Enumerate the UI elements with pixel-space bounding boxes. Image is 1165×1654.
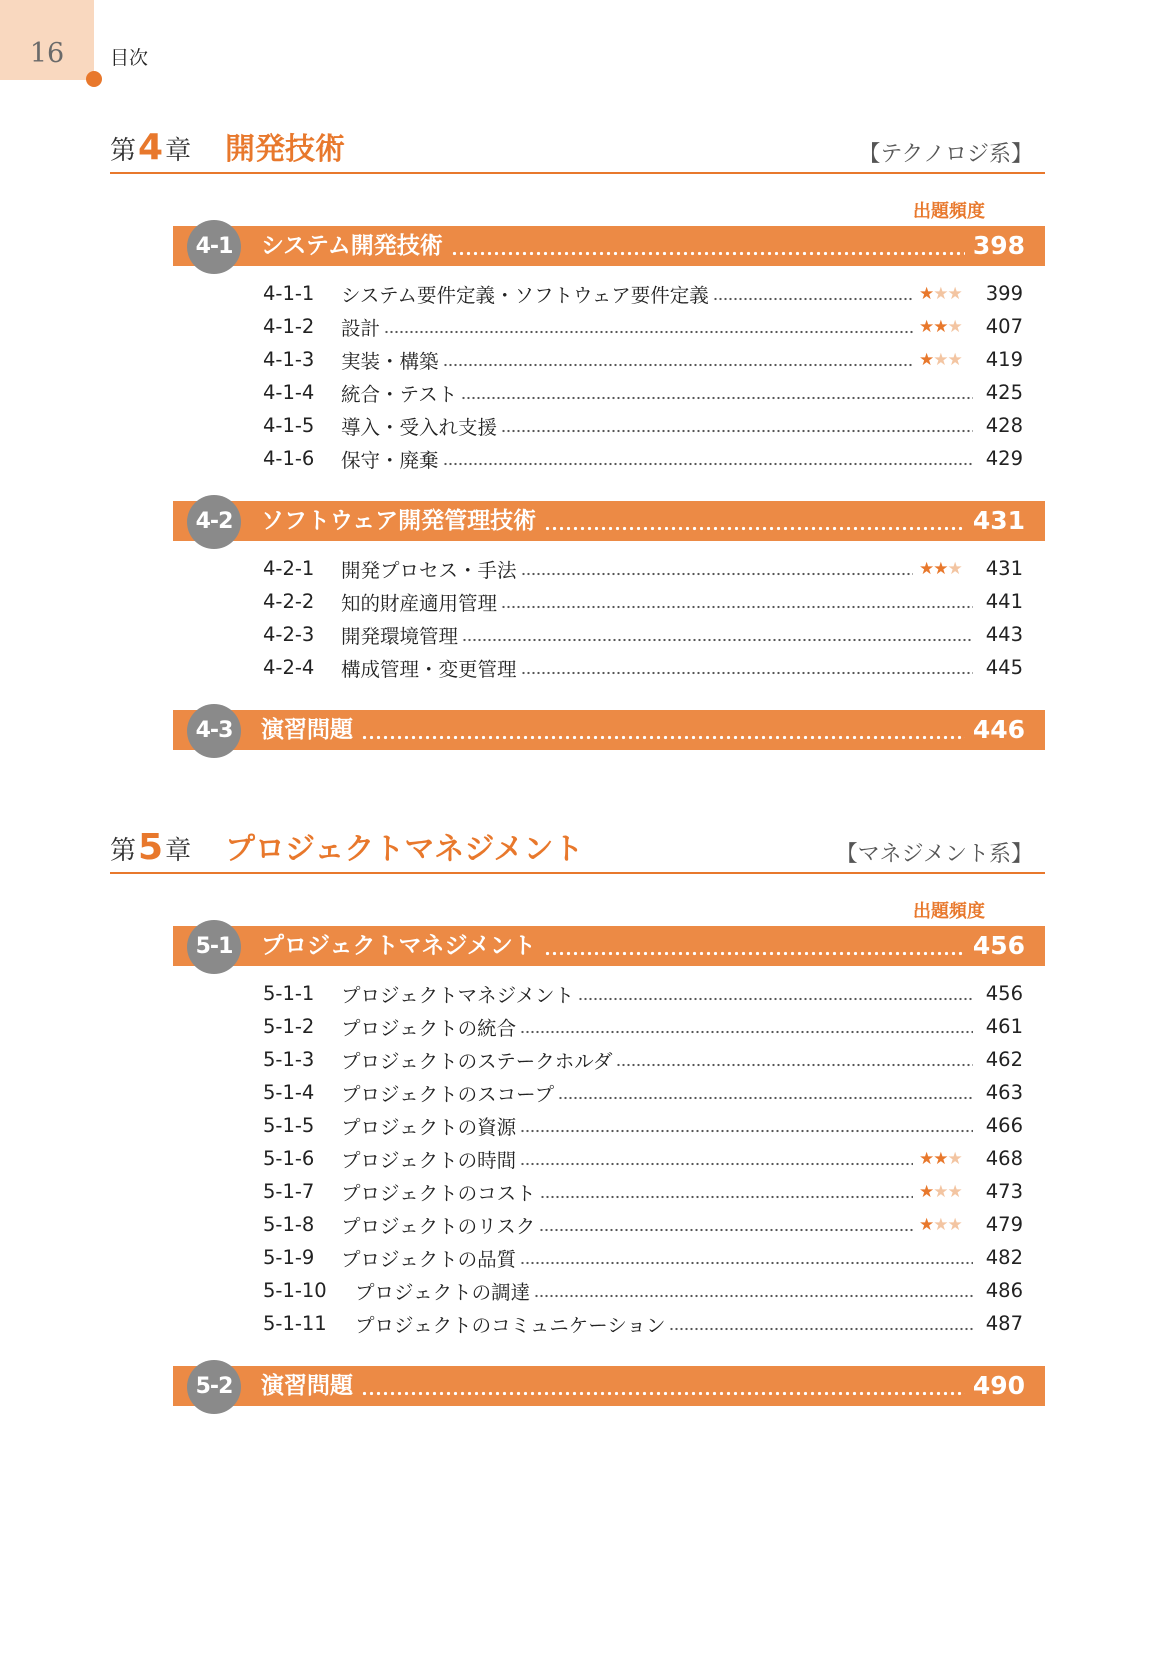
dot-leader bbox=[361, 1391, 965, 1396]
star-empty-icon: ★ bbox=[947, 558, 962, 579]
section-page-number: 398 bbox=[972, 231, 1025, 260]
dot-leader bbox=[534, 1294, 973, 1298]
star-filled-icon: ★ bbox=[933, 1148, 948, 1169]
chapter-heading bbox=[110, 128, 1045, 172]
chapter-suffix: 章 bbox=[165, 836, 192, 866]
frequency-label: 出題頻度 bbox=[913, 201, 985, 222]
section-bar[interactable] bbox=[173, 710, 1045, 750]
toc-entry[interactable] bbox=[263, 1142, 1023, 1175]
section-list bbox=[110, 926, 1045, 1406]
entry-title: プロジェクトのスコープ bbox=[341, 1082, 555, 1106]
dot-leader bbox=[462, 638, 973, 642]
section-badge: 4-2 bbox=[187, 495, 241, 549]
entry-title: プロジェクトの統合 bbox=[341, 1016, 517, 1040]
entry-page-number: 487 bbox=[985, 1312, 1023, 1335]
entry-number: 5-1-4 bbox=[263, 1081, 315, 1104]
section-title-row bbox=[261, 926, 1025, 966]
entry-title: 実装・構築 bbox=[341, 349, 439, 373]
dot-leader bbox=[669, 1327, 973, 1331]
entry-page-number: 443 bbox=[985, 623, 1023, 646]
entry-title: 統合・テスト bbox=[341, 382, 458, 406]
section-bar[interactable] bbox=[173, 926, 1045, 966]
toc-entry[interactable] bbox=[263, 277, 1023, 310]
toc-section bbox=[173, 926, 1045, 1340]
star-filled-icon: ★ bbox=[919, 1148, 934, 1169]
dot-leader bbox=[520, 1261, 973, 1265]
section-title: 演習問題 bbox=[261, 1373, 353, 1399]
dot-leader bbox=[521, 671, 973, 675]
dot-leader bbox=[520, 1129, 973, 1133]
toc-entry[interactable] bbox=[263, 1274, 1023, 1307]
section-badge: 5-2 bbox=[187, 1360, 241, 1414]
section-bar[interactable] bbox=[173, 1366, 1045, 1406]
entry-number: 5-1-10 bbox=[263, 1279, 327, 1302]
dot-leader bbox=[501, 429, 973, 433]
star-empty-icon: ★ bbox=[947, 1214, 962, 1235]
entry-title: プロジェクトのコミュニケーション bbox=[355, 1313, 666, 1337]
entry-title: プロジェクトのステークホルダ bbox=[341, 1049, 613, 1073]
entry-page-number: 445 bbox=[985, 656, 1023, 679]
dot-leader bbox=[443, 462, 973, 466]
toc-entry[interactable] bbox=[263, 1175, 1023, 1208]
entry-title: プロジェクトの品質 bbox=[341, 1247, 517, 1271]
dot-leader bbox=[616, 1063, 973, 1067]
dot-leader bbox=[501, 605, 973, 609]
toc-entry[interactable] bbox=[263, 409, 1023, 442]
dot-leader bbox=[443, 363, 913, 367]
star-empty-icon: ★ bbox=[933, 1181, 948, 1202]
section-page-number: 431 bbox=[972, 506, 1025, 535]
toc-entry[interactable] bbox=[263, 1076, 1023, 1109]
frequency-stars bbox=[919, 1149, 979, 1169]
dot-leader bbox=[578, 997, 973, 1001]
entry-page-number: 399 bbox=[985, 282, 1023, 305]
toc-entry[interactable] bbox=[263, 552, 1023, 585]
toc-entry[interactable] bbox=[263, 1109, 1023, 1142]
section-badge: 4-3 bbox=[187, 704, 241, 758]
section-bar[interactable] bbox=[173, 226, 1045, 266]
chapter-prefix: 第 bbox=[110, 136, 137, 166]
dot-leader bbox=[361, 735, 965, 740]
entry-page-number: 431 bbox=[985, 557, 1023, 580]
entry-number: 4-2-4 bbox=[263, 656, 315, 679]
chapter-label bbox=[110, 127, 192, 168]
entry-title: 設計 bbox=[341, 316, 381, 340]
section-gap bbox=[110, 1340, 1045, 1366]
entry-number: 5-1-5 bbox=[263, 1114, 315, 1137]
entry-title: プロジェクトのリスク bbox=[341, 1214, 536, 1238]
toc-section bbox=[173, 501, 1045, 684]
toc-entry[interactable] bbox=[263, 343, 1023, 376]
entry-title: プロジェクトのコスト bbox=[341, 1181, 536, 1205]
star-empty-icon: ★ bbox=[947, 283, 962, 304]
entry-page-number: 429 bbox=[985, 447, 1023, 470]
entry-title: プロジェクトマネジメント bbox=[341, 983, 575, 1007]
toc-section bbox=[173, 1366, 1045, 1406]
entry-number: 5-1-6 bbox=[263, 1147, 315, 1170]
chapter-category: 【マネジメント系】 bbox=[835, 842, 1033, 867]
dot-leader bbox=[544, 951, 965, 956]
entry-number: 5-1-9 bbox=[263, 1246, 315, 1269]
entry-number: 4-1-5 bbox=[263, 414, 315, 437]
star-empty-icon: ★ bbox=[933, 283, 948, 304]
toc-entry[interactable] bbox=[263, 585, 1023, 618]
entry-list bbox=[173, 541, 1045, 684]
toc-section bbox=[173, 710, 1045, 750]
star-filled-icon: ★ bbox=[919, 349, 934, 370]
entry-page-number: 468 bbox=[985, 1147, 1023, 1170]
toc-entry[interactable] bbox=[263, 1208, 1023, 1241]
section-gap bbox=[110, 684, 1045, 710]
entry-number: 4-1-6 bbox=[263, 447, 315, 470]
section-title: 演習問題 bbox=[261, 717, 353, 743]
dot-leader bbox=[713, 297, 913, 301]
toc-entry[interactable] bbox=[263, 977, 1023, 1010]
entry-title: プロジェクトの資源 bbox=[341, 1115, 517, 1139]
section-title: プロジェクトマネジメント bbox=[261, 933, 536, 959]
star-empty-icon: ★ bbox=[947, 349, 962, 370]
entry-title: 開発環境管理 bbox=[341, 624, 459, 648]
entry-page-number: 461 bbox=[985, 1015, 1023, 1038]
frequency-label: 出題頻度 bbox=[913, 901, 985, 922]
dot-leader bbox=[558, 1096, 973, 1100]
entry-page-number: 462 bbox=[985, 1048, 1023, 1071]
dot-leader bbox=[544, 526, 965, 531]
star-filled-icon: ★ bbox=[919, 1181, 934, 1202]
star-filled-icon: ★ bbox=[919, 1214, 934, 1235]
entry-number: 4-2-3 bbox=[263, 623, 315, 646]
entry-page-number: 466 bbox=[985, 1114, 1023, 1137]
star-filled-icon: ★ bbox=[919, 558, 934, 579]
toc-entry[interactable] bbox=[263, 1010, 1023, 1043]
toc-section bbox=[173, 226, 1045, 475]
star-empty-icon: ★ bbox=[933, 1214, 948, 1235]
section-title-row bbox=[261, 710, 1025, 750]
chapter-title: プロジェクトマネジメント bbox=[225, 832, 584, 867]
section-gap bbox=[110, 475, 1045, 501]
star-filled-icon: ★ bbox=[919, 283, 934, 304]
dot-leader bbox=[520, 1162, 913, 1166]
tab-dot-icon bbox=[86, 71, 102, 87]
entry-number: 5-1-11 bbox=[263, 1312, 327, 1335]
chapter-prefix: 第 bbox=[110, 836, 137, 866]
chapter-number: 4 bbox=[138, 127, 164, 168]
entry-page-number: 473 bbox=[985, 1180, 1023, 1203]
frequency-stars bbox=[919, 284, 979, 304]
entry-number: 5-1-1 bbox=[263, 982, 315, 1005]
running-title: 目次 bbox=[110, 47, 149, 69]
toc-entry[interactable] bbox=[263, 1241, 1023, 1274]
entry-page-number: 463 bbox=[985, 1081, 1023, 1104]
entry-title: プロジェクトの調達 bbox=[355, 1280, 531, 1304]
entry-number: 5-1-2 bbox=[263, 1015, 315, 1038]
toc-entry[interactable] bbox=[263, 651, 1023, 684]
section-page-number: 490 bbox=[972, 1371, 1025, 1400]
entry-number: 4-1-2 bbox=[263, 315, 315, 338]
chapter-label bbox=[110, 827, 192, 868]
entry-page-number: 419 bbox=[985, 348, 1023, 371]
dot-leader bbox=[451, 251, 965, 256]
entry-title: システム要件定義・ソフトウェア要件定義 bbox=[341, 283, 709, 307]
dot-leader bbox=[520, 1030, 973, 1034]
entry-number: 5-1-8 bbox=[263, 1213, 315, 1236]
frequency-stars bbox=[919, 350, 979, 370]
entry-title: 知的財産適用管理 bbox=[341, 591, 498, 615]
chapter-heading bbox=[110, 828, 1045, 872]
frequency-stars bbox=[919, 1182, 979, 1202]
dot-leader bbox=[461, 396, 973, 400]
chapter-number: 5 bbox=[138, 827, 164, 868]
entry-list bbox=[173, 966, 1045, 1340]
toc-entry[interactable] bbox=[263, 376, 1023, 409]
chapter-rule bbox=[110, 872, 1045, 874]
entry-page-number: 486 bbox=[985, 1279, 1023, 1302]
entry-page-number: 407 bbox=[985, 315, 1023, 338]
section-badge: 5-1 bbox=[187, 920, 241, 974]
dot-leader bbox=[540, 1195, 913, 1199]
chapter-rule bbox=[110, 172, 1045, 174]
entry-page-number: 425 bbox=[985, 381, 1023, 404]
star-empty-icon: ★ bbox=[947, 1148, 962, 1169]
entry-number: 4-2-2 bbox=[263, 590, 315, 613]
frequency-stars bbox=[919, 317, 979, 337]
dot-leader bbox=[384, 330, 913, 334]
star-empty-icon: ★ bbox=[947, 316, 962, 337]
section-list bbox=[110, 226, 1045, 750]
star-empty-icon: ★ bbox=[947, 1181, 962, 1202]
chapter-4 bbox=[110, 128, 1045, 750]
toc-entry[interactable] bbox=[263, 618, 1023, 651]
section-title-row bbox=[261, 501, 1025, 541]
section-title: ソフトウェア開発管理技術 bbox=[261, 508, 537, 534]
section-title-row bbox=[261, 226, 1025, 266]
star-filled-icon: ★ bbox=[933, 558, 948, 579]
frequency-stars bbox=[919, 1215, 979, 1235]
star-empty-icon: ★ bbox=[933, 349, 948, 370]
chapter-title: 開発技術 bbox=[225, 132, 345, 167]
toc-entry[interactable] bbox=[263, 1307, 1023, 1340]
entry-number: 4-1-4 bbox=[263, 381, 315, 404]
section-page-number: 446 bbox=[972, 715, 1025, 744]
entry-title: 構成管理・変更管理 bbox=[341, 657, 517, 681]
toc-entry[interactable] bbox=[263, 310, 1023, 343]
entry-title: 導入・受入れ支援 bbox=[341, 415, 498, 439]
section-page-number: 456 bbox=[972, 931, 1025, 960]
entry-page-number: 428 bbox=[985, 414, 1023, 437]
entry-number: 4-1-3 bbox=[263, 348, 315, 371]
chapter-category: 【テクノロジ系】 bbox=[858, 142, 1033, 167]
frequency-stars bbox=[919, 559, 979, 579]
star-filled-icon: ★ bbox=[919, 316, 934, 337]
entry-number: 4-2-1 bbox=[263, 557, 315, 580]
section-title-row bbox=[261, 1366, 1025, 1406]
entry-page-number: 482 bbox=[985, 1246, 1023, 1269]
dot-leader bbox=[521, 572, 913, 576]
section-badge: 4-1 bbox=[187, 220, 241, 274]
section-bar[interactable] bbox=[173, 501, 1045, 541]
entry-number: 4-1-1 bbox=[263, 282, 315, 305]
entry-page-number: 479 bbox=[985, 1213, 1023, 1236]
entry-page-number: 456 bbox=[985, 982, 1023, 1005]
dot-leader bbox=[539, 1228, 913, 1232]
entry-number: 5-1-3 bbox=[263, 1048, 315, 1071]
toc-entry[interactable] bbox=[263, 442, 1023, 475]
section-title: システム開発技術 bbox=[261, 233, 443, 259]
entry-title: 保守・廃棄 bbox=[341, 448, 439, 472]
entry-number: 5-1-7 bbox=[263, 1180, 315, 1203]
chapter-5 bbox=[110, 828, 1045, 1406]
entry-title: プロジェクトの時間 bbox=[341, 1148, 517, 1172]
star-filled-icon: ★ bbox=[933, 316, 948, 337]
chapter-suffix: 章 bbox=[165, 136, 192, 166]
page-number: 16 bbox=[29, 38, 65, 69]
entry-list bbox=[173, 266, 1045, 475]
toc-entry[interactable] bbox=[263, 1043, 1023, 1076]
entry-title: 開発プロセス・手法 bbox=[341, 558, 517, 582]
entry-page-number: 441 bbox=[985, 590, 1023, 613]
